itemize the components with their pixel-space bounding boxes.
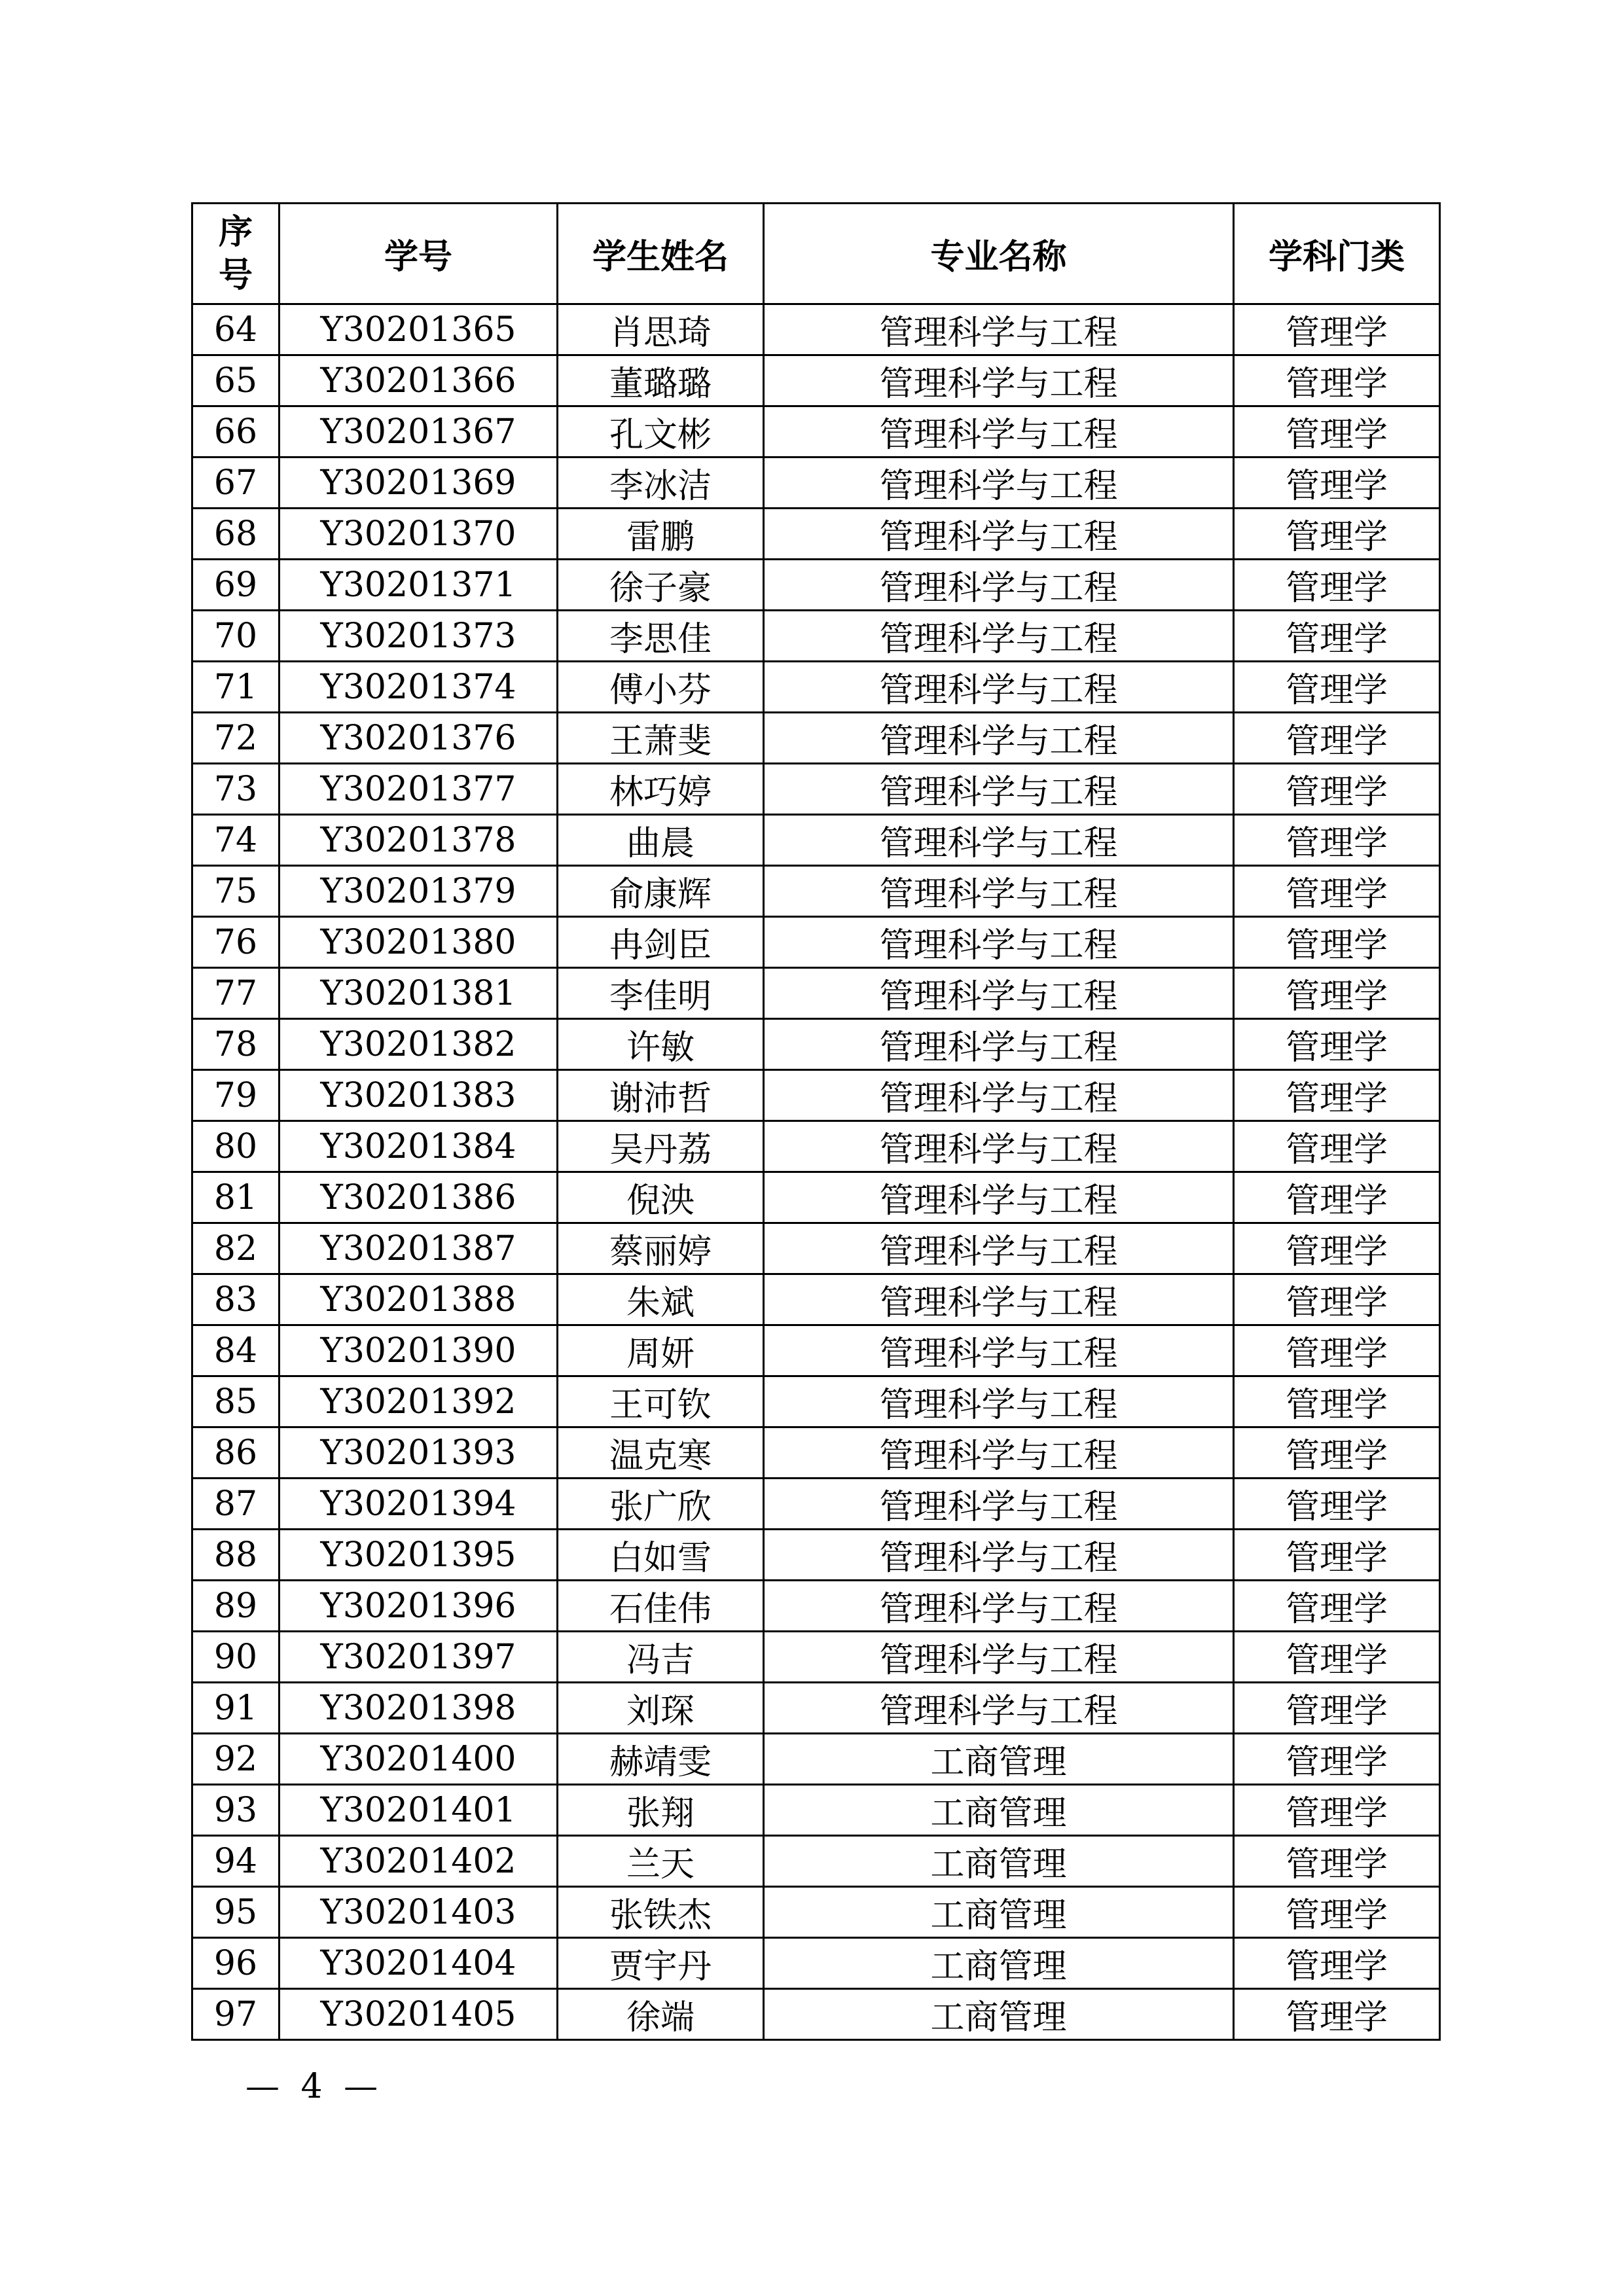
cell-seq: 96 — [192, 1938, 280, 1989]
cell-major: 管理科学与工程 — [764, 457, 1234, 509]
table-row — [192, 815, 1440, 866]
cell-category: 管理学 — [1234, 1581, 1440, 1632]
cell-major: 管理科学与工程 — [764, 866, 1234, 917]
cell-category: 管理学 — [1234, 1325, 1440, 1376]
cell-category: 管理学 — [1234, 1070, 1440, 1121]
cell-major: 管理科学与工程 — [764, 815, 1234, 866]
cell-major: 工商管理 — [764, 1938, 1234, 1989]
cell-student-id: Y30201365 — [280, 304, 558, 355]
table-row — [192, 1683, 1440, 1734]
cell-category: 管理学 — [1234, 1172, 1440, 1223]
table-row — [192, 1989, 1440, 2040]
cell-major: 管理科学与工程 — [764, 304, 1234, 355]
cell-seq: 73 — [192, 764, 280, 815]
cell-major: 管理科学与工程 — [764, 1530, 1234, 1581]
cell-major: 管理科学与工程 — [764, 1479, 1234, 1530]
cell-student-id: Y30201404 — [280, 1938, 558, 1989]
cell-major: 管理科学与工程 — [764, 1632, 1234, 1683]
cell-student-id: Y30201371 — [280, 560, 558, 611]
cell-category: 管理学 — [1234, 509, 1440, 560]
cell-seq: 82 — [192, 1223, 280, 1274]
table-row — [192, 866, 1440, 917]
cell-category: 管理学 — [1234, 1683, 1440, 1734]
cell-major: 工商管理 — [764, 1989, 1234, 2040]
cell-major: 管理科学与工程 — [764, 560, 1234, 611]
cell-category: 管理学 — [1234, 611, 1440, 662]
cell-category: 管理学 — [1234, 815, 1440, 866]
cell-student-name: 石佳伟 — [558, 1581, 764, 1632]
cell-student-id: Y30201394 — [280, 1479, 558, 1530]
cell-category: 管理学 — [1234, 1632, 1440, 1683]
cell-major: 管理科学与工程 — [764, 1427, 1234, 1479]
cell-student-name: 肖思琦 — [558, 304, 764, 355]
cell-student-id: Y30201392 — [280, 1376, 558, 1427]
cell-category: 管理学 — [1234, 1836, 1440, 1887]
cell-student-id: Y30201369 — [280, 457, 558, 509]
cell-student-id: Y30201383 — [280, 1070, 558, 1121]
cell-student-name: 李佳明 — [558, 968, 764, 1019]
table-row — [192, 1836, 1440, 1887]
cell-category: 管理学 — [1234, 713, 1440, 764]
cell-major: 管理科学与工程 — [764, 1581, 1234, 1632]
table-row — [192, 713, 1440, 764]
cell-student-name: 许敏 — [558, 1019, 764, 1070]
cell-student-name: 冯吉 — [558, 1632, 764, 1683]
cell-student-name: 王可钦 — [558, 1376, 764, 1427]
cell-student-name: 李冰洁 — [558, 457, 764, 509]
table-row — [192, 1734, 1440, 1785]
cell-student-id: Y30201405 — [280, 1989, 558, 2040]
cell-student-id: Y30201380 — [280, 917, 558, 968]
cell-seq: 93 — [192, 1785, 280, 1836]
cell-major: 管理科学与工程 — [764, 355, 1234, 406]
cell-student-name: 俞康辉 — [558, 866, 764, 917]
cell-student-name: 兰天 — [558, 1836, 764, 1887]
cell-seq: 77 — [192, 968, 280, 1019]
cell-student-id: Y30201384 — [280, 1121, 558, 1172]
cell-student-id: Y30201367 — [280, 406, 558, 457]
table-row — [192, 1427, 1440, 1479]
cell-category: 管理学 — [1234, 1223, 1440, 1274]
cell-major: 管理科学与工程 — [764, 917, 1234, 968]
cell-seq: 69 — [192, 560, 280, 611]
cell-category: 管理学 — [1234, 304, 1440, 355]
table-row — [192, 1121, 1440, 1172]
table-header-row — [192, 204, 1440, 304]
cell-student-id: Y30201382 — [280, 1019, 558, 1070]
table-row — [192, 1632, 1440, 1683]
cell-category: 管理学 — [1234, 1887, 1440, 1938]
cell-category: 管理学 — [1234, 1734, 1440, 1785]
page-number: — 4 — — [245, 2067, 384, 2106]
cell-seq: 89 — [192, 1581, 280, 1632]
cell-seq: 90 — [192, 1632, 280, 1683]
cell-student-name: 蔡丽婷 — [558, 1223, 764, 1274]
cell-seq: 81 — [192, 1172, 280, 1223]
cell-student-name: 倪泱 — [558, 1172, 764, 1223]
cell-student-name: 谢沛哲 — [558, 1070, 764, 1121]
cell-student-id: Y30201381 — [280, 968, 558, 1019]
cell-seq: 74 — [192, 815, 280, 866]
table-row — [192, 304, 1440, 355]
cell-seq: 92 — [192, 1734, 280, 1785]
cell-student-name: 董璐璐 — [558, 355, 764, 406]
cell-category: 管理学 — [1234, 1019, 1440, 1070]
cell-seq: 84 — [192, 1325, 280, 1376]
cell-category: 管理学 — [1234, 968, 1440, 1019]
cell-major: 工商管理 — [764, 1785, 1234, 1836]
table-row — [192, 968, 1440, 1019]
cell-category: 管理学 — [1234, 1427, 1440, 1479]
cell-student-id: Y30201373 — [280, 611, 558, 662]
cell-student-id: Y30201388 — [280, 1274, 558, 1325]
cell-category: 管理学 — [1234, 355, 1440, 406]
table-row — [192, 1223, 1440, 1274]
cell-seq: 87 — [192, 1479, 280, 1530]
cell-category: 管理学 — [1234, 1479, 1440, 1530]
cell-category: 管理学 — [1234, 560, 1440, 611]
cell-seq: 76 — [192, 917, 280, 968]
cell-seq: 85 — [192, 1376, 280, 1427]
cell-major: 管理科学与工程 — [764, 1274, 1234, 1325]
cell-student-name: 孔文彬 — [558, 406, 764, 457]
cell-category: 管理学 — [1234, 1376, 1440, 1427]
cell-student-name: 傅小芬 — [558, 662, 764, 713]
cell-major: 管理科学与工程 — [764, 1172, 1234, 1223]
cell-major: 管理科学与工程 — [764, 406, 1234, 457]
cell-student-id: Y30201395 — [280, 1530, 558, 1581]
cell-seq: 79 — [192, 1070, 280, 1121]
cell-student-name: 赫靖雯 — [558, 1734, 764, 1785]
table-row — [192, 355, 1440, 406]
header-student-name: 学生姓名 — [558, 204, 764, 304]
cell-student-id: Y30201376 — [280, 713, 558, 764]
cell-student-id: Y30201398 — [280, 1683, 558, 1734]
cell-seq: 71 — [192, 662, 280, 713]
table-row — [192, 1172, 1440, 1223]
cell-category: 管理学 — [1234, 1938, 1440, 1989]
cell-major: 管理科学与工程 — [764, 1683, 1234, 1734]
cell-student-name: 张翔 — [558, 1785, 764, 1836]
table-row — [192, 764, 1440, 815]
cell-seq: 70 — [192, 611, 280, 662]
table-row — [192, 1376, 1440, 1427]
table-row — [192, 560, 1440, 611]
cell-seq: 94 — [192, 1836, 280, 1887]
cell-student-name: 张广欣 — [558, 1479, 764, 1530]
cell-student-id: Y30201370 — [280, 509, 558, 560]
cell-seq: 83 — [192, 1274, 280, 1325]
student-roster-table — [191, 202, 1441, 2041]
cell-seq: 95 — [192, 1887, 280, 1938]
cell-seq: 88 — [192, 1530, 280, 1581]
cell-category: 管理学 — [1234, 1121, 1440, 1172]
cell-student-id: Y30201396 — [280, 1581, 558, 1632]
table-row — [192, 1070, 1440, 1121]
header-major: 专业名称 — [764, 204, 1234, 304]
cell-student-name: 李思佳 — [558, 611, 764, 662]
cell-major: 管理科学与工程 — [764, 1376, 1234, 1427]
table-row — [192, 1785, 1440, 1836]
cell-category: 管理学 — [1234, 764, 1440, 815]
table-row — [192, 662, 1440, 713]
cell-seq: 91 — [192, 1683, 280, 1734]
cell-student-id: Y30201397 — [280, 1632, 558, 1683]
cell-student-name: 温克寒 — [558, 1427, 764, 1479]
cell-major: 管理科学与工程 — [764, 1223, 1234, 1274]
cell-student-name: 张铁杰 — [558, 1887, 764, 1938]
cell-seq: 75 — [192, 866, 280, 917]
cell-category: 管理学 — [1234, 457, 1440, 509]
cell-category: 管理学 — [1234, 1989, 1440, 2040]
cell-student-id: Y30201400 — [280, 1734, 558, 1785]
header-seq-line1: 序 — [218, 212, 253, 252]
cell-major: 管理科学与工程 — [764, 1019, 1234, 1070]
table-row — [192, 1274, 1440, 1325]
cell-category: 管理学 — [1234, 662, 1440, 713]
cell-student-name: 刘琛 — [558, 1683, 764, 1734]
table-row — [192, 1581, 1440, 1632]
cell-student-id: Y30201387 — [280, 1223, 558, 1274]
cell-student-id: Y30201401 — [280, 1785, 558, 1836]
cell-major: 工商管理 — [764, 1836, 1234, 1887]
cell-student-name: 吴丹荔 — [558, 1121, 764, 1172]
table-row — [192, 1325, 1440, 1376]
cell-seq: 66 — [192, 406, 280, 457]
cell-student-name: 朱斌 — [558, 1274, 764, 1325]
cell-student-name: 徐子豪 — [558, 560, 764, 611]
cell-student-name: 白如雪 — [558, 1530, 764, 1581]
cell-student-id: Y30201402 — [280, 1836, 558, 1887]
cell-category: 管理学 — [1234, 1530, 1440, 1581]
cell-student-id: Y30201378 — [280, 815, 558, 866]
cell-category: 管理学 — [1234, 1785, 1440, 1836]
cell-category: 管理学 — [1234, 1274, 1440, 1325]
cell-category: 管理学 — [1234, 406, 1440, 457]
cell-student-name: 徐端 — [558, 1989, 764, 2040]
cell-student-id: Y30201386 — [280, 1172, 558, 1223]
cell-major: 管理科学与工程 — [764, 764, 1234, 815]
cell-seq: 68 — [192, 509, 280, 560]
cell-seq: 64 — [192, 304, 280, 355]
cell-major: 管理科学与工程 — [764, 611, 1234, 662]
cell-major: 工商管理 — [764, 1734, 1234, 1785]
table-row — [192, 1479, 1440, 1530]
cell-major: 管理科学与工程 — [764, 1325, 1234, 1376]
table-row — [192, 611, 1440, 662]
cell-major: 管理科学与工程 — [764, 662, 1234, 713]
header-student-id: 学号 — [280, 204, 558, 304]
cell-seq: 72 — [192, 713, 280, 764]
cell-student-id: Y30201366 — [280, 355, 558, 406]
cell-major: 管理科学与工程 — [764, 968, 1234, 1019]
table-row — [192, 1887, 1440, 1938]
cell-major: 工商管理 — [764, 1887, 1234, 1938]
cell-seq: 97 — [192, 1989, 280, 2040]
cell-student-id: Y30201390 — [280, 1325, 558, 1376]
cell-student-name: 曲晨 — [558, 815, 764, 866]
cell-student-name: 雷鹏 — [558, 509, 764, 560]
table-body — [192, 304, 1440, 2040]
table-row — [192, 917, 1440, 968]
cell-major: 管理科学与工程 — [764, 509, 1234, 560]
cell-student-id: Y30201403 — [280, 1887, 558, 1938]
cell-student-name: 贾宇丹 — [558, 1938, 764, 1989]
cell-major: 管理科学与工程 — [764, 1070, 1234, 1121]
cell-category: 管理学 — [1234, 866, 1440, 917]
cell-student-id: Y30201374 — [280, 662, 558, 713]
cell-student-id: Y30201377 — [280, 764, 558, 815]
cell-seq: 65 — [192, 355, 280, 406]
cell-major: 管理科学与工程 — [764, 713, 1234, 764]
table-row — [192, 1938, 1440, 1989]
cell-seq: 86 — [192, 1427, 280, 1479]
table-row — [192, 1530, 1440, 1581]
cell-student-name: 林巧婷 — [558, 764, 764, 815]
cell-student-id: Y30201393 — [280, 1427, 558, 1479]
cell-seq: 67 — [192, 457, 280, 509]
table-row — [192, 1019, 1440, 1070]
header-seq — [192, 204, 280, 304]
table-row — [192, 406, 1440, 457]
cell-student-id: Y30201379 — [280, 866, 558, 917]
cell-student-name: 冉剑臣 — [558, 917, 764, 968]
cell-seq: 80 — [192, 1121, 280, 1172]
header-category: 学科门类 — [1234, 204, 1440, 304]
cell-major: 管理科学与工程 — [764, 1121, 1234, 1172]
cell-student-name: 周妍 — [558, 1325, 764, 1376]
table-row — [192, 457, 1440, 509]
table-row — [192, 509, 1440, 560]
cell-seq: 78 — [192, 1019, 280, 1070]
cell-category: 管理学 — [1234, 917, 1440, 968]
header-seq-line2: 号 — [218, 255, 253, 295]
cell-student-name: 王萧斐 — [558, 713, 764, 764]
